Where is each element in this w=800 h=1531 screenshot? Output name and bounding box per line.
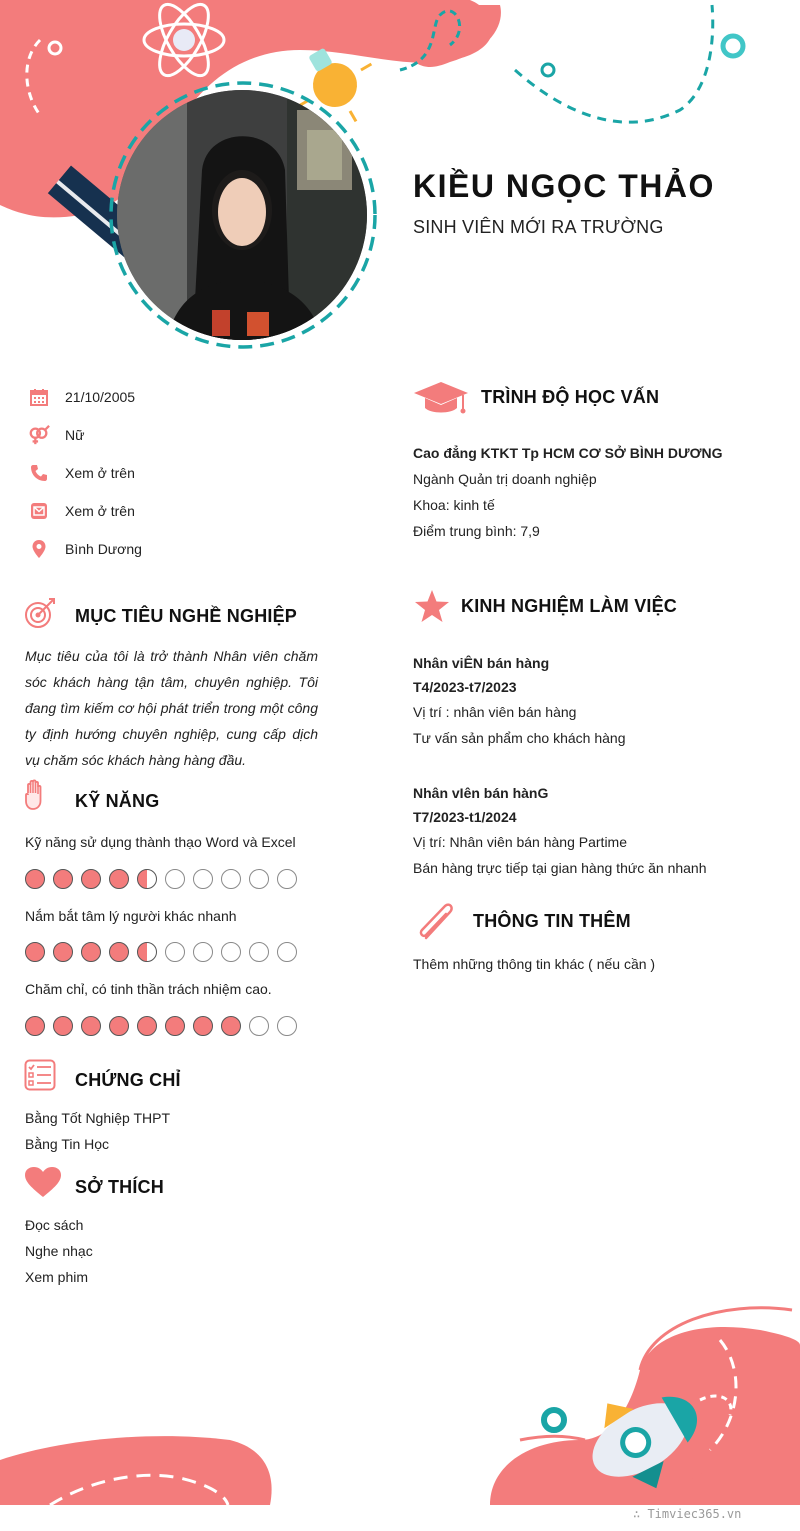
- skill-dot: [277, 1016, 297, 1036]
- skill-dot: [165, 942, 185, 962]
- skill-dot: [109, 942, 129, 962]
- skill-dot: [53, 869, 73, 889]
- job-title: Nhân viÊN bán hàng: [413, 655, 550, 671]
- contact-birthday: [28, 386, 328, 408]
- skill-rating: [25, 1016, 297, 1036]
- contact-phone: [28, 462, 328, 484]
- skill-dot: [249, 869, 269, 889]
- job-position: Vị trí: Nhân viên bán hàng Partime: [413, 834, 628, 850]
- job-title: Nhân vIên bán hànG: [413, 785, 549, 801]
- skill-dot: [53, 1016, 73, 1036]
- target-icon: [24, 596, 58, 635]
- skill-dot: [221, 942, 241, 962]
- skill-dot: [221, 1016, 241, 1036]
- skill-dot: [53, 942, 73, 962]
- star-icon: [414, 589, 450, 628]
- phone-icon: [28, 462, 50, 484]
- job-period: T7/2023-t1/2024: [413, 809, 517, 825]
- hobby-item: Xem phim: [25, 1269, 89, 1285]
- location-pin-icon: [28, 538, 50, 560]
- skill-dot: [221, 869, 241, 889]
- contact-address: [28, 538, 328, 560]
- address-value: Bình Dương: [65, 541, 142, 557]
- skill-dot: [81, 1016, 101, 1036]
- certificate-item: Bằng Tốt Nghiệp THPT: [25, 1110, 171, 1126]
- mail-icon: [28, 500, 50, 522]
- skill-dot: [165, 869, 185, 889]
- checklist-icon: [24, 1059, 56, 1096]
- skill-dot: [249, 1016, 269, 1036]
- job-period: T4/2023-t7/2023: [413, 679, 517, 695]
- job-description: Tư vấn sản phẩm cho khách hàng: [413, 730, 626, 746]
- skill-dot: [81, 942, 101, 962]
- skill-dot: [137, 942, 157, 962]
- job-description: Bán hàng trực tiếp tại gian hàng thức ăn nhanh: [413, 860, 707, 876]
- birthday-value: 21/10/2005: [65, 389, 136, 405]
- candidate-name: KIỀU NGỌC THẢO: [413, 168, 715, 204]
- hand-icon: [24, 779, 48, 816]
- hobby-item: Nghe nhạc: [25, 1243, 93, 1259]
- additional-title: THÔNG TIN THÊM: [473, 911, 631, 931]
- objective-title: MỤC TIÊU NGHỀ NGHIỆP: [75, 606, 298, 626]
- skill-dot: [81, 869, 101, 889]
- graduation-cap-icon: [413, 380, 469, 421]
- skill-dot: [109, 1016, 129, 1036]
- email-value: Xem ở trên: [65, 503, 135, 519]
- education-line: Điểm trung bình: 7,9: [413, 523, 540, 539]
- skill-dot: [25, 942, 45, 962]
- footer-brand: ∴ Timviec365.vn: [633, 1507, 742, 1521]
- certificates-title: CHỨNG CHỈ: [75, 1070, 181, 1090]
- skill-dot: [193, 869, 213, 889]
- education-school: Cao đẳng KTKT Tp HCM CƠ SỞ BÌNH DƯƠNG: [413, 445, 723, 461]
- phone-value: Xem ở trên: [65, 465, 135, 481]
- experience-title: KINH NGHIỆM LÀM VIỆC: [461, 596, 678, 616]
- skill-dot: [277, 869, 297, 889]
- skill-dot: [25, 1016, 45, 1036]
- skill-dot: [25, 869, 45, 889]
- skill-dot: [109, 869, 129, 889]
- gender-icon: [28, 424, 50, 446]
- skill-dot: [277, 942, 297, 962]
- job-position: Vị trí : nhân viên bán hàng: [413, 704, 577, 720]
- additional-text: Thêm những thông tin khác ( nếu cần ): [413, 956, 656, 972]
- calendar-icon: [28, 386, 50, 408]
- heart-icon: [24, 1166, 62, 1203]
- skill-rating: [25, 869, 297, 889]
- skill-dot: [249, 942, 269, 962]
- skill-name: Chăm chỉ, có tinh thần trách nhiệm cao.: [25, 981, 272, 997]
- contact-gender: [28, 424, 328, 446]
- candidate-role: SINH VIÊN MỚI RA TRƯỜNG: [413, 217, 664, 237]
- hobby-item: Đọc sách: [25, 1217, 84, 1233]
- skill-dot: [193, 942, 213, 962]
- skill-dot: [193, 1016, 213, 1036]
- education-title: TRÌNH ĐỘ HỌC VẤN: [481, 387, 660, 407]
- education-line: Khoa: kinh tế: [413, 497, 495, 513]
- skill-name: Nắm bắt tâm lý người khác nhanh: [25, 908, 237, 924]
- education-line: Ngành Quản trị doanh nghiệp: [413, 471, 597, 487]
- paperclip-icon: [414, 900, 458, 947]
- certificate-item: Bằng Tin Học: [25, 1136, 110, 1152]
- skill-dot: [137, 869, 157, 889]
- hobbies-title: SỞ THÍCH: [75, 1177, 164, 1197]
- skill-dot: [137, 1016, 157, 1036]
- skills-title: KỸ NĂNG: [75, 791, 160, 811]
- skill-name: Kỹ năng sử dụng thành thạo Word và Excel: [25, 834, 296, 850]
- profile-photo: [117, 90, 367, 340]
- skill-rating: [25, 942, 297, 962]
- objective-text: Mục tiêu của tôi là trở thành Nhân viên chăm sóc khách hàng tận tâm, chuyên nghiệp. Tôi đang tìm kiếm cơ hội phát triển trong một công ty định hướng chuyên nghiệp, cung cấp dịch vụ chăm sóc khách hàng hàng đầu.: [25, 648, 318, 768]
- skill-dot: [165, 1016, 185, 1036]
- contact-email: [28, 500, 328, 522]
- gender-value: Nữ: [65, 427, 85, 443]
